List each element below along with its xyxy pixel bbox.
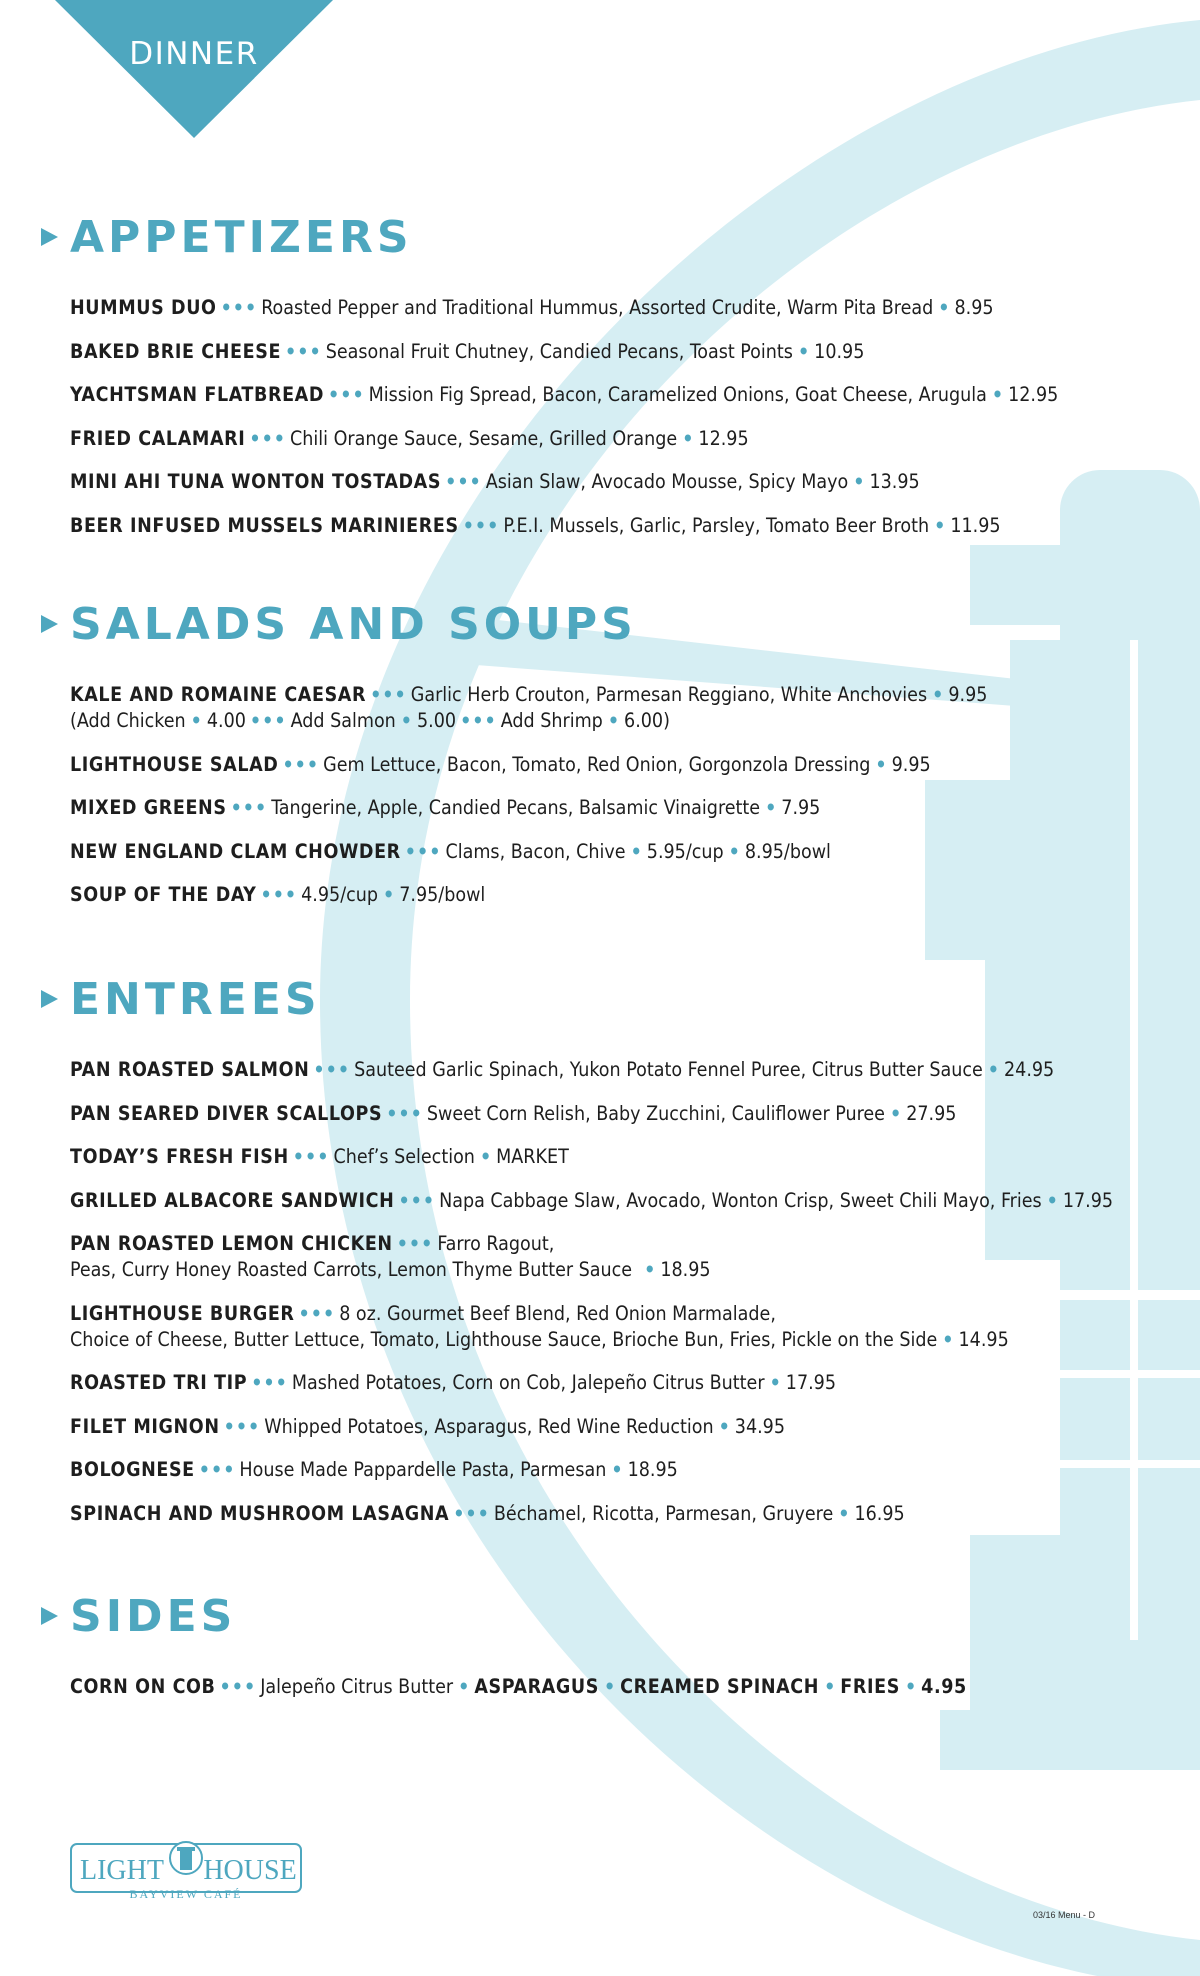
- menu-item: FRIED CALAMARI ••• Chili Orange Sauce, Sesame, Grilled Orange • 12.95: [70, 426, 749, 450]
- menu-item: BEER INFUSED MUSSELS MARINIERES ••• P.E.I. Mussels, Garlic, Parsley, Tomato Beer Broth • 11.95: [70, 513, 1001, 537]
- menu-item: LIGHTHOUSE SALAD ••• Gem Lettuce, Bacon, Tomato, Red Onion, Gorgonzola Dressing • 9.95: [70, 752, 931, 776]
- item-price: 27.95: [906, 1101, 957, 1125]
- item-price: 5.95/cup: [646, 839, 724, 863]
- item-desc: Whipped Potatoes, Asparagus, Red Wine Reduction: [264, 1414, 714, 1438]
- item-name: BEER INFUSED MUSSELS MARINIERES: [70, 513, 459, 537]
- item-name: MINI AHI TUNA WONTON TOSTADAS: [70, 470, 442, 493]
- item-name: NEW ENGLAND CLAM CHOWDER: [70, 839, 401, 863]
- section-title: APPETIZERS: [70, 212, 413, 263]
- item-price: 8.95: [954, 296, 994, 319]
- item-name: SPINACH AND MUSHROOM LASAGNA: [70, 1501, 450, 1525]
- item-desc: Napa Cabbage Slaw, Avocado, Wonton Crisp, Sweet Chili Mayo, Fries: [439, 1188, 1042, 1212]
- menu-item: SOUP OF THE DAY ••• 4.95/cup • 7.95/bowl: [70, 883, 486, 906]
- salads-soups-section: [0, 601, 1200, 926]
- item-name: GRILLED ALBACORE SANDWICH: [70, 1188, 395, 1212]
- item-desc-2: Peas, Curry Honey Roasted Carrots, Lemon Thyme Butter Sauce: [70, 1258, 633, 1281]
- logo-subtitle: BAYVIEW CAFÉ: [129, 1887, 243, 1901]
- item-price: 34.95: [734, 1414, 786, 1438]
- triangle-arrow-icon: [41, 228, 58, 246]
- item-price: 9.95: [891, 752, 931, 776]
- side-name: FRIES: [840, 1675, 900, 1698]
- item-desc: Chili Orange Sauce, Sesame, Grilled Orange: [290, 426, 678, 450]
- menu-item: MINI AHI TUNA WONTON TOSTADAS ••• Asian Slaw, Avocado Mousse, Spicy Mayo • 13.95: [70, 470, 920, 493]
- entrees-section: [0, 976, 1200, 1544]
- item-name: SOUP OF THE DAY: [70, 883, 257, 906]
- item-price: 18.95: [660, 1258, 711, 1281]
- item-price-2: 7.95/bowl: [399, 883, 486, 906]
- side-name: CREAMED SPINACH: [620, 1675, 820, 1698]
- item-name: ROASTED TRI TIP: [70, 1371, 248, 1394]
- item-desc: Mashed Potatoes, Corn on Cob, Jalepeño Citrus Butter: [291, 1371, 765, 1394]
- item-desc: Chef’s Selection: [333, 1145, 475, 1168]
- section-title: ENTREES: [70, 974, 321, 1025]
- item-price: 16.95: [854, 1501, 905, 1525]
- menu-item: PAN SEARED DIVER SCALLOPS ••• Sweet Corn Relish, Baby Zucchini, Cauliflower Puree • 27.95: [70, 1101, 957, 1125]
- menu-item: YACHTSMAN FLATBREAD ••• Mission Fig Spread, Bacon, Caramelized Onions, Goat Cheese, Arugula • 12.95: [70, 383, 1059, 406]
- item-price: 4.95/cup: [301, 883, 379, 906]
- item-name: FILET MIGNON: [70, 1414, 220, 1438]
- menu-item: GRILLED ALBACORE SANDWICH ••• Napa Cabbage Slaw, Avocado, Wonton Crisp, Sweet Chili Mayo, Fries • 17.95: [70, 1188, 1114, 1212]
- triangle-arrow-icon: [41, 1607, 58, 1625]
- menu-item: HUMMUS DUO ••• Roasted Pepper and Traditional Hummus, Assorted Crudite, Warm Pita Bread • 8.95: [70, 296, 994, 319]
- item-price: 7.95: [781, 796, 821, 819]
- item-price: 4.95: [921, 1675, 967, 1698]
- item-desc: Roasted Pepper and Traditional Hummus, Assorted Crudite, Warm Pita Bread: [261, 296, 934, 319]
- section-header: [0, 601, 1200, 649]
- menu-item: KALE AND ROMAINE CAESAR ••• Garlic Herb Crouton, Parmesan Reggiano, White Anchovies • 9.95 (Add Chicken • 4.00 ••• Add Salmon • 5.00 ••• Add Shrimp • 6.00): [70, 682, 1200, 734]
- menu-item: CORN ON COB ••• Jalepeño Citrus Butter • ASPARAGUS • CREAMED SPINACH • FRIES • 4.95: [70, 1675, 967, 1698]
- item-desc: Clams, Bacon, Chive: [445, 839, 626, 863]
- item-price: 9.95: [948, 683, 988, 706]
- lighthouse-logo: [70, 1836, 302, 1906]
- item-desc: Seasonal Fruit Chutney, Candied Pecans, Toast Points: [325, 339, 793, 363]
- item-name: LIGHTHOUSE SALAD: [70, 752, 279, 776]
- menu-item: LIGHTHOUSE BURGER ••• 8 oz. Gourmet Beef Blend, Red Onion Marmalade, Choice of Cheese, Butter Lettuce, Tomato, Lighthouse Sauce, Brioche Bun, Fries, Pickle on the Side • 14.95: [70, 1301, 1009, 1351]
- item-price: 13.95: [869, 470, 920, 493]
- banner-label: DINNER: [129, 36, 259, 72]
- menu-item: TODAY’S FRESH FISH ••• Chef’s Selection • MARKET: [70, 1145, 569, 1168]
- item-price: 12.95: [698, 426, 749, 450]
- menu-code: 03/16 Menu - D: [1033, 1910, 1096, 1920]
- item-price: 24.95: [1004, 1058, 1055, 1081]
- item-price: 11.95: [950, 513, 1001, 537]
- sides-section: [0, 1593, 1200, 1718]
- menu-item: BOLOGNESE ••• House Made Pappardelle Pasta, Parmesan • 18.95: [70, 1458, 678, 1481]
- item-desc: Jalepeño Citrus Butter: [260, 1675, 454, 1698]
- item-desc: Sweet Corn Relish, Baby Zucchini, Cauliflower Puree: [426, 1101, 885, 1125]
- menu-item: MIXED GREENS ••• Tangerine, Apple, Candied Pecans, Balsamic Vinaigrette • 7.95: [70, 796, 821, 819]
- item-price: 17.95: [785, 1371, 836, 1394]
- item-price: 17.95: [1062, 1188, 1114, 1212]
- appetizers-section: [0, 214, 1200, 556]
- item-desc: Garlic Herb Crouton, Parmesan Reggiano, White Anchovies: [410, 683, 928, 706]
- item-name: TODAY’S FRESH FISH: [70, 1145, 289, 1168]
- item-desc: Mission Fig Spread, Bacon, Caramelized Onions, Goat Cheese, Arugula: [368, 383, 987, 406]
- menu-item: BAKED BRIE CHEESE ••• Seasonal Fruit Chutney, Candied Pecans, Toast Points • 10.95: [70, 339, 865, 363]
- item-price: 14.95: [958, 1327, 1009, 1351]
- section-title: SALADS AND SOUPS: [70, 599, 637, 650]
- side-name: ASPARAGUS: [474, 1675, 599, 1698]
- item-name: BAKED BRIE CHEESE: [70, 339, 282, 363]
- item-name: PAN ROASTED LEMON CHICKEN: [70, 1232, 393, 1255]
- menu-item: PAN ROASTED SALMON ••• Sauteed Garlic Spinach, Yukon Potato Fennel Puree, Citrus Butter Sauce • 24.95: [70, 1058, 1055, 1081]
- item-desc: Sauteed Garlic Spinach, Yukon Potato Fennel Puree, Citrus Butter Sauce: [354, 1058, 983, 1081]
- item-desc: Gem Lettuce, Bacon, Tomato, Red Onion, Gorgonzola Dressing: [323, 752, 871, 776]
- item-price: 12.95: [1008, 383, 1059, 406]
- menu-item: NEW ENGLAND CLAM CHOWDER ••• Clams, Bacon, Chive • 5.95/cup • 8.95/bowl: [70, 839, 831, 863]
- item-desc: Asian Slaw, Avocado Mousse, Spicy Mayo: [485, 470, 849, 493]
- item-name: MIXED GREENS: [70, 796, 227, 819]
- item-desc: 8 oz. Gourmet Beef Blend, Red Onion Marmalade,: [339, 1301, 776, 1325]
- item-desc-2: Choice of Cheese, Butter Lettuce, Tomato, Lighthouse Sauce, Brioche Bun, Fries, Pickle on the Side: [70, 1327, 938, 1351]
- section-header: [0, 976, 1200, 1024]
- triangle-arrow-icon: [41, 615, 58, 633]
- section-header: [0, 214, 1200, 262]
- item-name: PAN ROASTED SALMON: [70, 1058, 310, 1081]
- item-name: KALE AND ROMAINE CAESAR: [70, 683, 367, 706]
- item-desc: Béchamel, Ricotta, Parmesan, Gruyere: [493, 1501, 834, 1525]
- item-price: 18.95: [627, 1458, 678, 1481]
- item-name: FRIED CALAMARI: [70, 426, 246, 450]
- section-title: SIDES: [70, 1591, 237, 1642]
- item-addons: (Add Chicken • 4.00 ••• Add Salmon • 5.00 ••• Add Shrimp • 6.00): [70, 709, 670, 732]
- section-header: [0, 1593, 1200, 1641]
- menu-item: FILET MIGNON ••• Whipped Potatoes, Asparagus, Red Wine Reduction • 34.95: [70, 1414, 786, 1438]
- item-desc: Farro Ragout,: [437, 1232, 555, 1255]
- logo-word-light: LIGHT HOUSE: [80, 1855, 297, 1886]
- item-name: CORN ON COB: [70, 1675, 216, 1698]
- item-price: MARKET: [496, 1145, 569, 1168]
- item-desc: Tangerine, Apple, Candied Pecans, Balsamic Vinaigrette: [271, 796, 761, 819]
- item-price-2: 8.95/bowl: [744, 839, 831, 863]
- item-name: HUMMUS DUO: [70, 296, 217, 319]
- item-name: LIGHTHOUSE BURGER: [70, 1301, 295, 1325]
- item-name: BOLOGNESE: [70, 1458, 195, 1481]
- item-desc: House Made Pappardelle Pasta, Parmesan: [239, 1458, 607, 1481]
- triangle-arrow-icon: [41, 990, 58, 1008]
- item-name: PAN SEARED DIVER SCALLOPS: [70, 1101, 383, 1125]
- menu-item: PAN ROASTED LEMON CHICKEN ••• Farro Ragout, Peas, Curry Honey Roasted Carrots, Lemon Thyme Butter Sauce • 18.95: [70, 1232, 711, 1281]
- menu-item: ROASTED TRI TIP ••• Mashed Potatoes, Corn on Cob, Jalepeño Citrus Butter • 17.95: [70, 1371, 836, 1394]
- item-desc: P.E.I. Mussels, Garlic, Parsley, Tomato Beer Broth: [503, 513, 930, 537]
- item-price: 10.95: [814, 339, 865, 363]
- item-name: YACHTSMAN FLATBREAD: [70, 383, 325, 406]
- menu-item: SPINACH AND MUSHROOM LASAGNA ••• Béchamel, Ricotta, Parmesan, Gruyere • 16.95: [70, 1501, 905, 1525]
